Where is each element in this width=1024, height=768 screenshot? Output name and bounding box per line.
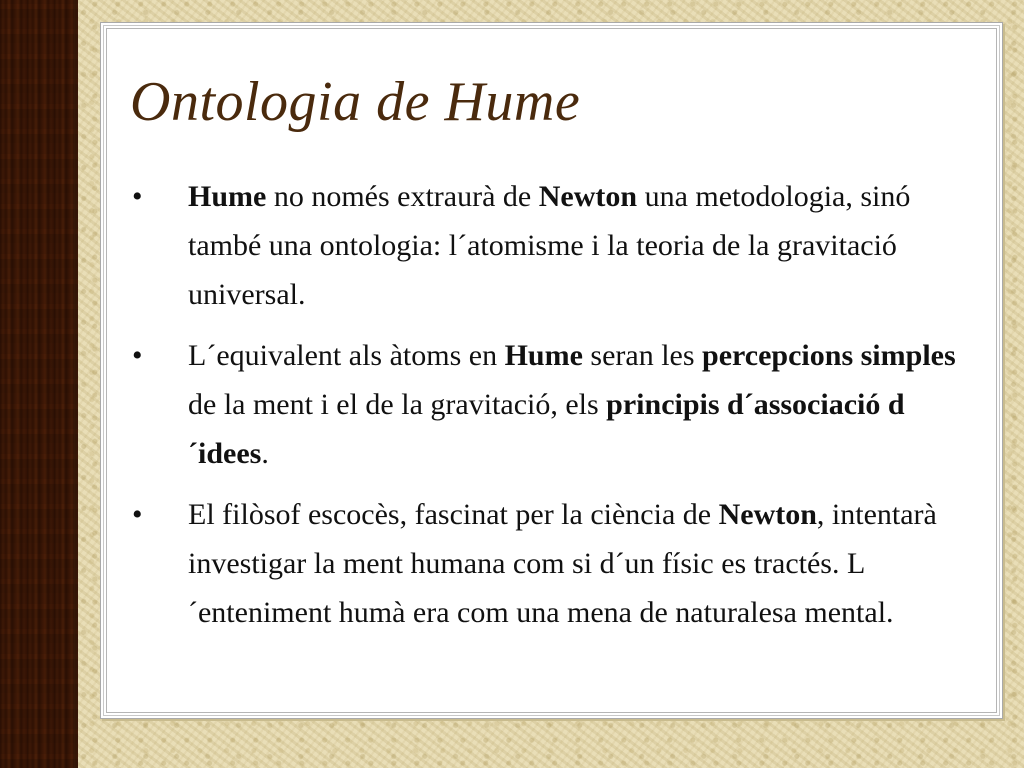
bullet-text: L´equivalent als àtoms en: [188, 339, 505, 372]
slide-title: Ontologia de Hume: [130, 71, 581, 133]
bullet-marker: •: [132, 180, 143, 213]
bold-term: Hume: [188, 180, 267, 213]
bullet-text: una metodologia, sinó també una ontologia: l´atomisme i la teoria de la gravitació universal.: [188, 180, 911, 311]
bold-term: principis d´associació d´idees: [188, 388, 905, 470]
bullet-marker: •: [132, 498, 143, 531]
bold-term: percepcions simples: [702, 339, 956, 372]
bullet-text: .: [261, 437, 269, 470]
bullet-item: [130, 172, 970, 319]
bullet-list: [130, 172, 970, 649]
bullet-item: [130, 490, 970, 637]
bold-term: Newton: [718, 498, 817, 531]
bullet-text: , intentarà investigar la ment humana com si d´un físic es tractés. L´enteniment humà era com una mena de naturalesa mental.: [188, 498, 937, 629]
bold-term: Newton: [538, 180, 638, 213]
bold-term: Hume: [504, 339, 583, 372]
wood-border-strip: [0, 0, 78, 768]
bullet-text: no només extraurà de: [266, 180, 539, 213]
bullet-item: [130, 331, 970, 478]
bullet-text: seran les: [582, 339, 703, 372]
bullet-marker: •: [132, 339, 143, 372]
bullet-text: de la ment i el de la gravitació, els: [188, 388, 607, 421]
bullet-text: El filòsof escocès, fascinat per la ciència de: [188, 498, 719, 531]
